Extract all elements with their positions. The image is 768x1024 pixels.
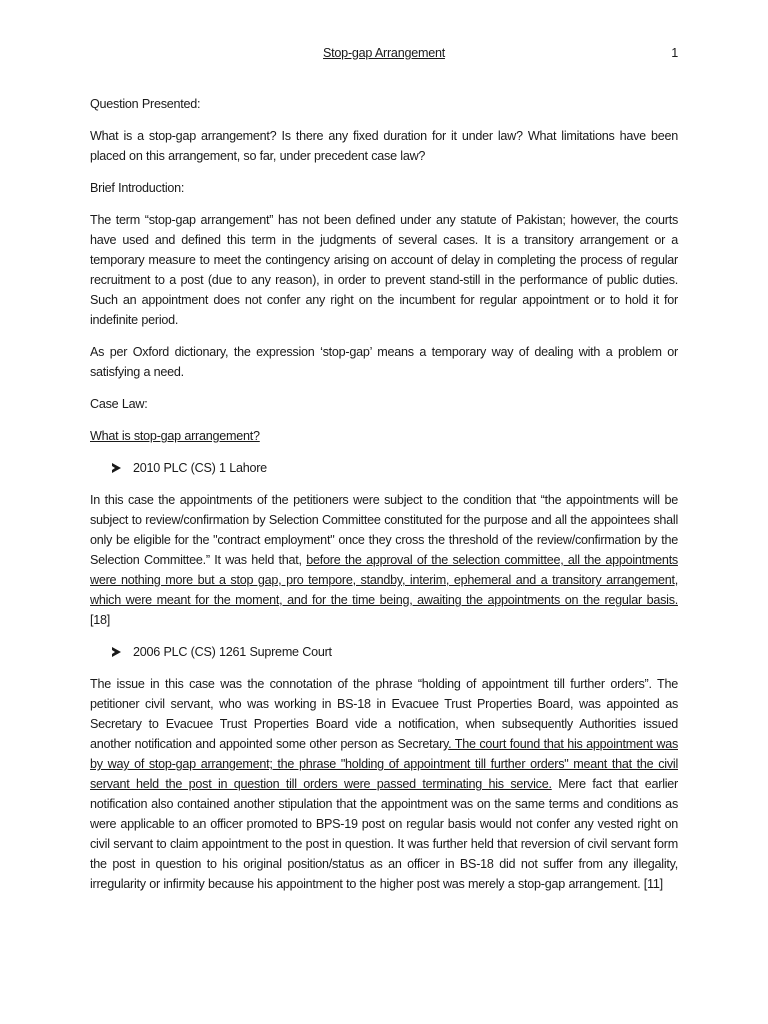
- case-text-continued: Mere fact that earlier notification also contained another stipulation that the appointment was on the same terms and conditions as were applicable to an officer promoted to BPS-19 post on regular basis would not confer any vested right on civil servant to claim appointment to the post in question. It was further held that reversion of civil servant form the post in question to his original position/status as an officer in BS-18 did not suffer from any illegality, irregularity or infirmity because his appointment to the higher post was merely a stop-gap arrangement. [11]: [90, 777, 678, 891]
- question-text: What is a stop-gap arrangement? Is there any fixed duration for it under law? What limitations have been placed on this arrangement, so far, under precedent case law?: [90, 129, 678, 163]
- case-holding-underlined: . The court found that his appointment was by way of stop-gap arrangement; the phrase "holding of appointment till further orders" meant that the civil servant held the post in question till orders were passed terminating his service.: [90, 737, 678, 791]
- case-paragraph: [90, 490, 678, 630]
- arrow-bullet-icon: [112, 463, 121, 473]
- intro-paragraph: The term “stop-gap arrangement” has not been defined under any statute of Pakistan; however, the courts have used and defined this term in the judgments of several cases. It is a transitory arrangement or a temporary measure to meet the contingency arising on account of delay in completing the process of regular recruitment to a post (due to any reason), in order to prevent stand-still in the performance of public duties. Such an appointment does not confer any right on the incumbent for regular appointment or to hold it for indefinite period.: [90, 213, 678, 327]
- arrow-bullet-icon: [112, 647, 121, 657]
- page-header: [90, 44, 678, 66]
- case-text: In this case the appointments of the petitioners were subject to the condition that “the appointments will be subject to review/confirmation by Selection Committee constituted for the purpose and all the appointees shall only be eligible for the "contract employment" once they cross the threshold of the review/confirmation by the Selection Committee.” It was held that,: [90, 493, 678, 567]
- page-number: 1: [671, 46, 678, 60]
- case-citation: 2010 PLC (CS) 1 Lahore: [133, 461, 267, 475]
- case-citation-bullet: [112, 458, 678, 478]
- header-title: Stop-gap Arrangement: [323, 46, 445, 60]
- case-citation-bullet: [112, 642, 678, 662]
- oxford-paragraph: As per Oxford dictionary, the expression ‘stop-gap’ means a temporary way of dealing with a problem or satisfying a need.: [90, 345, 678, 379]
- case-citation: 2006 PLC (CS) 1261 Supreme Court: [133, 645, 332, 659]
- question-heading: Question Presented:: [90, 97, 201, 111]
- intro-heading: Brief Introduction:: [90, 181, 185, 195]
- case-holding-underlined: before the approval of the selection committee, all the appointments were nothing more but a stop gap, pro tempore, standby, interim, ephemeral and a transitory arrangement, which were meant for the moment, and for the time being, awaiting the appointments on the regular basis.: [90, 553, 678, 607]
- case-text: The issue in this case was the connotation of the phrase “holding of appointment till further orders”. The petitioner civil servant, who was working in BS-18 in Evacuee Trust Properties Board, was appointed as Secretary to Evacuee Trust Properties Board vide a notification, when subsequently Authorities issued another notification and appointed some other person as Secretary: [90, 677, 678, 751]
- subheading-stop-gap: What is stop-gap arrangement?: [90, 429, 260, 443]
- case-paragraph: [90, 674, 678, 894]
- case-reference: [18]: [90, 613, 111, 627]
- document-page: [90, 44, 678, 894]
- case-law-heading: Case Law:: [90, 397, 148, 411]
